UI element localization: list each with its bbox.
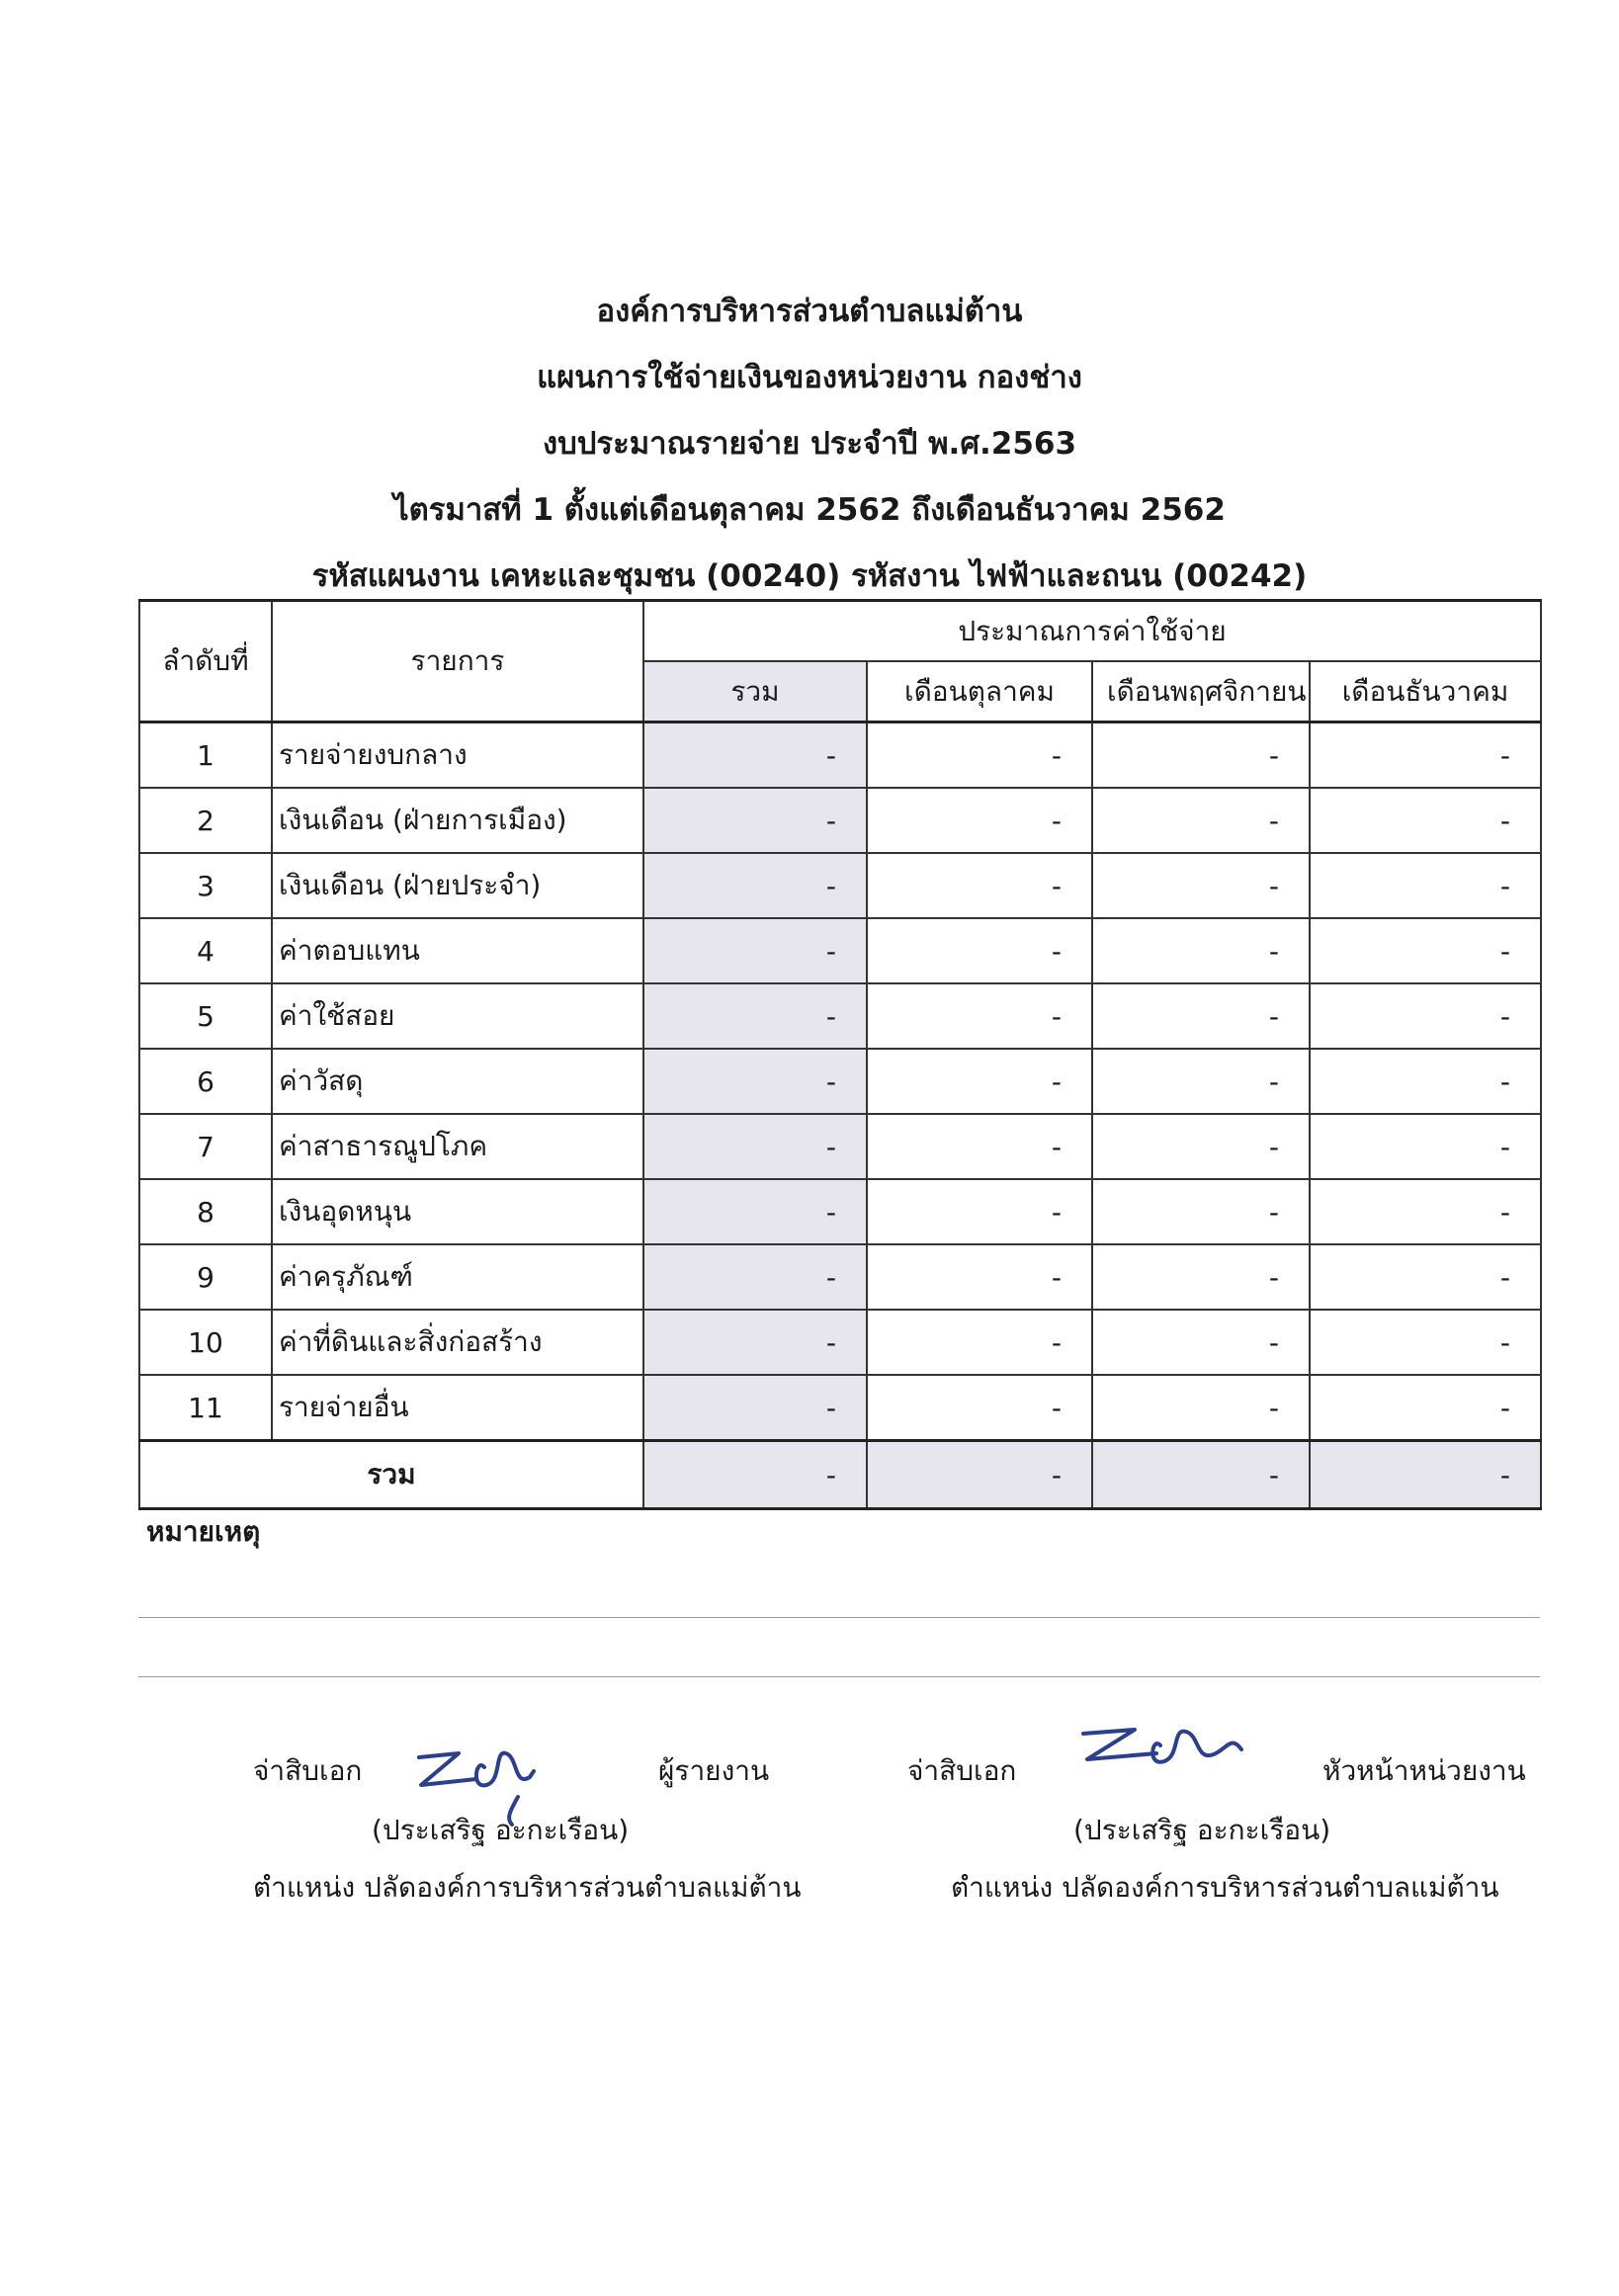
header-november: เดือนพฤศจิกายน [1092, 661, 1310, 723]
expense-plan-table [138, 599, 1542, 1510]
row-december: - [1310, 918, 1541, 983]
table-row [139, 1179, 1541, 1244]
row-december: - [1310, 983, 1541, 1049]
table-body [139, 723, 1541, 1441]
row-total: - [643, 1244, 867, 1310]
row-number: 2 [139, 788, 272, 853]
remark-line-2 [138, 1676, 1540, 1677]
table-row [139, 1310, 1541, 1375]
row-number: 5 [139, 983, 272, 1049]
plan-title: แผนการใช้จ่ายเงินของหน่วยงาน กองช่าง [537, 360, 1082, 395]
row-november: - [1092, 853, 1310, 918]
right-signature-mark [1077, 1710, 1255, 1789]
row-item: รายจ่ายงบกลาง [272, 723, 643, 789]
row-november: - [1092, 1310, 1310, 1375]
row-total: - [643, 1049, 867, 1114]
row-november: - [1092, 1244, 1310, 1310]
row-number: 10 [139, 1310, 272, 1375]
row-item: รายจ่ายอื่น [272, 1375, 643, 1441]
row-total: - [643, 788, 867, 853]
row-november: - [1092, 788, 1310, 853]
row-total: - [643, 723, 867, 789]
right-position: ตำแหน่ง ปลัดองค์การบริหารส่วนตำบลแม่ต้าน [951, 1871, 1499, 1904]
plan-code: รหัสแผนงาน เคหะและชุมชน (00240) รหัสงาน ไฟฟ้าและถนน (00242) [311, 558, 1308, 594]
row-october: - [867, 983, 1092, 1049]
row-number: 9 [139, 1244, 272, 1310]
row-october: - [867, 918, 1092, 983]
row-total: - [643, 1310, 867, 1375]
total-december: - [1310, 1441, 1541, 1509]
row-november: - [1092, 1049, 1310, 1114]
row-total: - [643, 853, 867, 918]
header-sequence: ลำดับที่ [139, 601, 272, 723]
row-december: - [1310, 1049, 1541, 1114]
header-total: รวม [643, 661, 867, 723]
budget-year: งบประมาณรายจ่าย ประจำปี พ.ศ.2563 [542, 426, 1077, 462]
row-item: ค่าสาธารณูปโภค [272, 1114, 643, 1179]
total-sum: - [643, 1441, 867, 1509]
row-october: - [867, 1310, 1092, 1375]
left-role: ผู้รายงาน [658, 1754, 770, 1787]
row-item: เงินอุดหนุน [272, 1179, 643, 1244]
row-november: - [1092, 723, 1310, 789]
row-december: - [1310, 1114, 1541, 1179]
document-header [0, 279, 1619, 610]
total-october: - [867, 1441, 1092, 1509]
row-october: - [867, 1114, 1092, 1179]
total-row [139, 1441, 1541, 1509]
row-november: - [1092, 983, 1310, 1049]
row-december: - [1310, 1310, 1541, 1375]
header-item: รายการ [272, 601, 643, 723]
row-number: 8 [139, 1179, 272, 1244]
remark-line-1 [138, 1617, 1540, 1618]
row-item: ค่าครุภัณฑ์ [272, 1244, 643, 1310]
row-october: - [867, 1179, 1092, 1244]
row-item: ค่าที่ดินและสิ่งก่อสร้าง [272, 1310, 643, 1375]
row-total: - [643, 1179, 867, 1244]
row-item: เงินเดือน (ฝ่ายการเมือง) [272, 788, 643, 853]
row-total: - [643, 1114, 867, 1179]
row-number: 6 [139, 1049, 272, 1114]
row-number: 4 [139, 918, 272, 983]
row-november: - [1092, 918, 1310, 983]
table-row [139, 788, 1541, 853]
left-name: (ประเสริฐ อะกะเรือน) [372, 1814, 630, 1846]
row-item: ค่าวัสดุ [272, 1049, 643, 1114]
row-december: - [1310, 1375, 1541, 1441]
org-name: องค์การบริหารส่วนตำบลแม่ต้าน [596, 294, 1023, 329]
row-number: 1 [139, 723, 272, 789]
row-item: ค่าใช้สอย [272, 983, 643, 1049]
header-october: เดือนตุลาคม [867, 661, 1092, 723]
table-row [139, 1375, 1541, 1441]
total-november: - [1092, 1441, 1310, 1509]
header-december: เดือนธันวาคม [1310, 661, 1541, 723]
row-number: 3 [139, 853, 272, 918]
left-position: ตำแหน่ง ปลัดองค์การบริหารส่วนตำบลแม่ต้าน [253, 1871, 802, 1904]
row-total: - [643, 983, 867, 1049]
remark-label: หมายเหตุ [146, 1515, 261, 1548]
row-november: - [1092, 1375, 1310, 1441]
table-row [139, 723, 1541, 789]
table-row [139, 1114, 1541, 1179]
row-october: - [867, 1049, 1092, 1114]
table-row [139, 918, 1541, 983]
quarter-range: ไตรมาสที่ 1 ตั้งแต่เดือนตุลาคม 2562 ถึงเดือนธันวาคม 2562 [393, 492, 1226, 528]
row-total: - [643, 918, 867, 983]
right-role: หัวหน้าหน่วยงาน [1322, 1754, 1526, 1787]
right-name: (ประเสริฐ อะกะเรือน) [1073, 1814, 1331, 1846]
row-item: ค่าตอบแทน [272, 918, 643, 983]
row-december: - [1310, 723, 1541, 789]
row-october: - [867, 853, 1092, 918]
table-row [139, 983, 1541, 1049]
header-estimate: ประมาณการค่าใช้จ่าย [643, 601, 1541, 662]
row-december: - [1310, 853, 1541, 918]
row-total: - [643, 1375, 867, 1441]
right-rank: จ่าสิบเอก [907, 1754, 1017, 1787]
row-december: - [1310, 1179, 1541, 1244]
row-november: - [1092, 1114, 1310, 1179]
row-number: 11 [139, 1375, 272, 1441]
row-october: - [867, 1244, 1092, 1310]
row-october: - [867, 788, 1092, 853]
row-december: - [1310, 788, 1541, 853]
table-row [139, 853, 1541, 918]
row-number: 7 [139, 1114, 272, 1179]
row-october: - [867, 1375, 1092, 1441]
row-november: - [1092, 1179, 1310, 1244]
table-row [139, 1049, 1541, 1114]
row-october: - [867, 723, 1092, 789]
total-label: รวม [139, 1441, 643, 1509]
row-december: - [1310, 1244, 1541, 1310]
row-item: เงินเดือน (ฝ่ายประจำ) [272, 853, 643, 918]
table-row [139, 1244, 1541, 1310]
left-rank: จ่าสิบเอก [253, 1754, 363, 1787]
